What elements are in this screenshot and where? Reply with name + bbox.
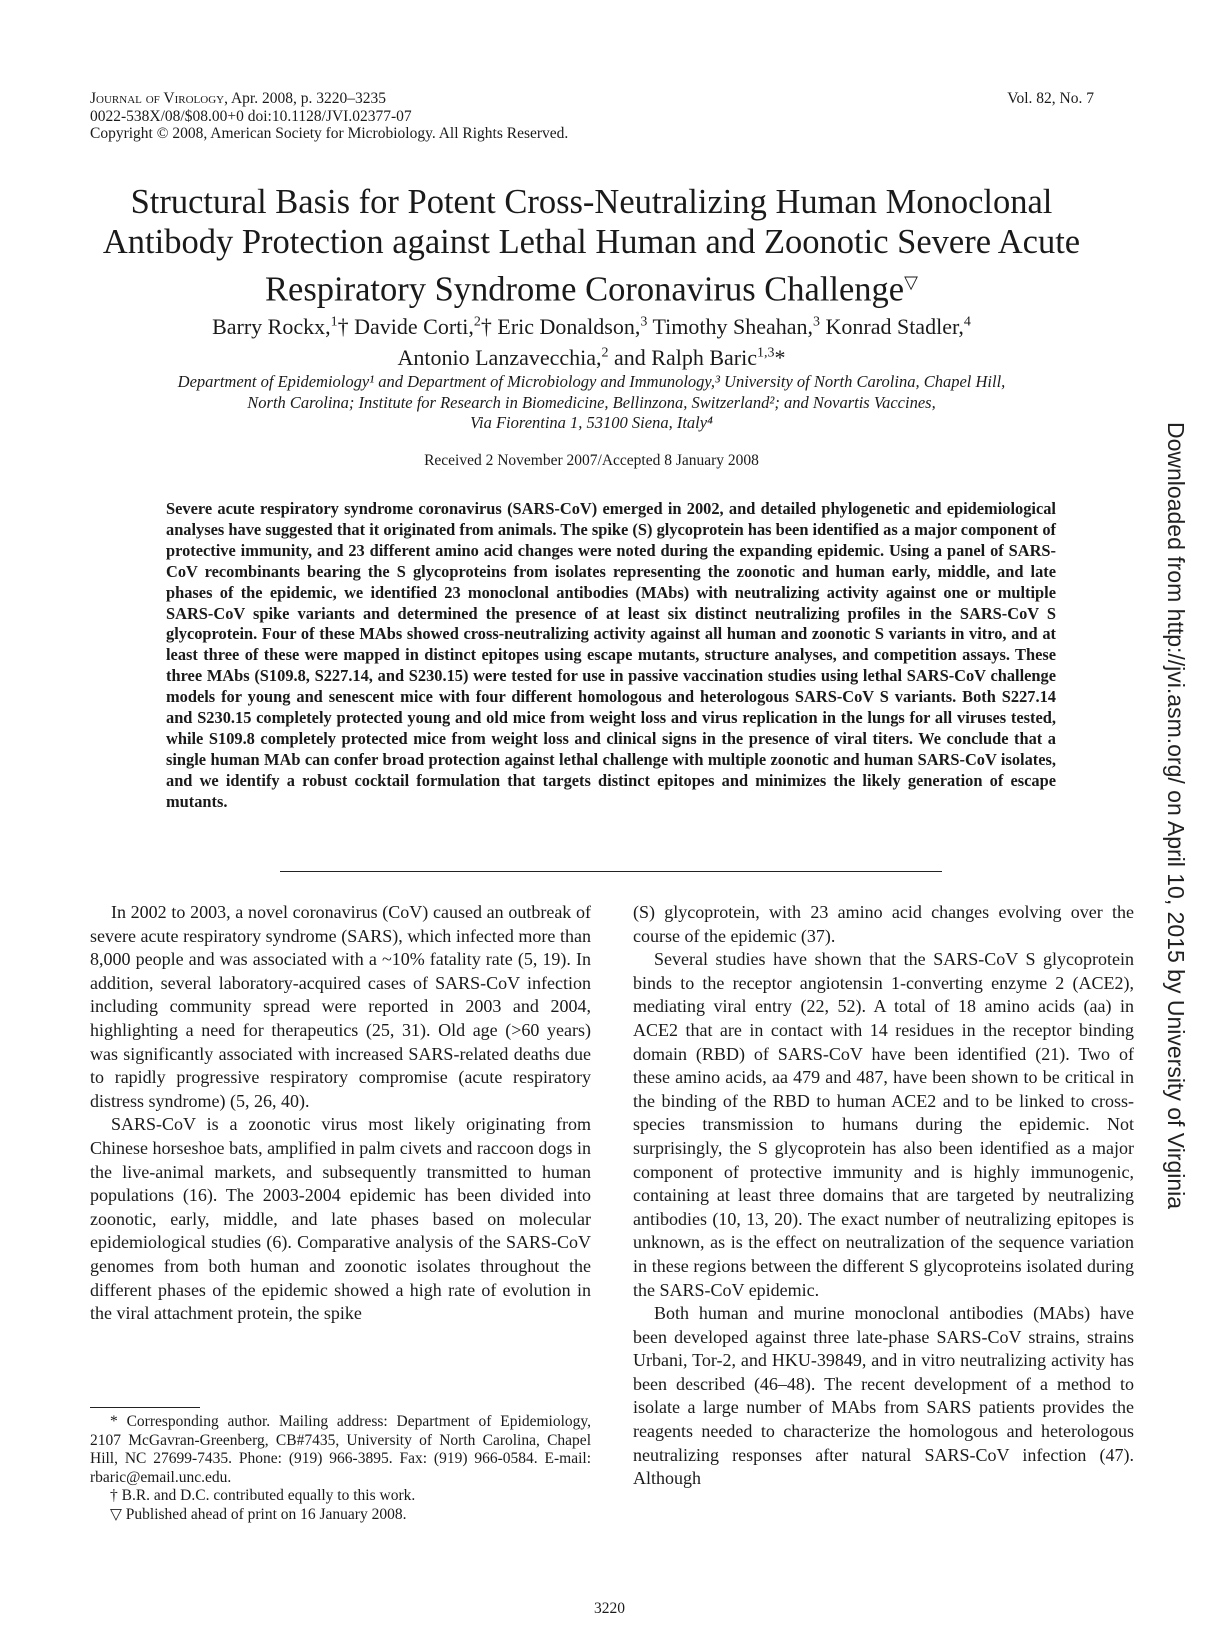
author: Davide Corti,$^2$† [354, 314, 498, 340]
issue-info: , Apr. 2008, p. 3220–3235 [224, 90, 386, 107]
journal-citation-line [90, 90, 568, 108]
author-list [90, 310, 1093, 371]
body-paragraph: Both human and murine monoclonal antibodies (MAbs) have been developed against three late-phase SARS-CoV strains, strains Urbani, Tor-2, and HKU-39849, and in vitro neutralizing activity has been described (46–48). The recent development of a method to isolate a large number of MAbs from SARS patients provides the reagents needed to characterize the homologous and heterologous neutralizing responses after natural SARS-CoV infection (47). Although [633, 1303, 1134, 1489]
affiliation-line: Via Fiorentina 1, 53100 Siena, Italy⁴ [470, 413, 713, 432]
body-paragraph: (S) glycoprotein, with 23 amino acid changes evolving over the course of the epidemic (37). [633, 902, 1134, 946]
affiliation-line: Department of Epidemiology¹ and Department of Microbiology and Immunology,³ University of North Carolina, Chapel Hill, [177, 372, 1006, 391]
author: Antonio Lanzavecchia,$^2$ [397, 344, 609, 370]
journal-header [90, 90, 568, 143]
issn-doi: 0022-538X/08/$08.00+0 doi:10.1128/JVI.02377-07 [90, 107, 412, 125]
body-column-left [90, 901, 591, 1326]
journal-name: Journal of Virology [90, 90, 225, 107]
article-title-text: Structural Basis for Potent Cross-Neutralizing Human Monoclonal Antibody Protection against Lethal Human and Zoonotic Severe Acute Respiratory Syndrome Coronavirus Challenge [102, 183, 1081, 309]
volume-info: Vol. 82, No. 7 [1007, 90, 1094, 107]
author: Eric Donaldson,$^3$ [497, 314, 648, 340]
body-paragraph: SARS-CoV is a zoonotic virus most likely originating from Chinese horseshoe bats, amplified in palm civets and raccoon dogs in the live-animal markets, and subsequently transmitted to human populations (16). The 2003-2004 epidemic has been divided into zoonotic, early, middle, and late phases based on molecular epidemiological studies (6). Comparative analysis of the SARS-CoV genomes from both human and zoonotic isolates throughout the different phases of the epidemic showed a high rate of evolution in the viral attachment protein, the spike [90, 1114, 591, 1324]
footnote-equal-contribution: † B.R. and D.C. contributed equally to this work. [110, 1487, 416, 1505]
body-paragraph: In 2002 to 2003, a novel coronavirus (CoV) caused an outbreak of severe acute respiratory syndrome (SARS), which infected more than 8,000 people and was associated with a ~10% fatality rate (5, 19). In addition, several laboratory-acquired cases of SARS-CoV infection including community spread were reported in 2003 and 2004, highlighting a need for therapeutics (25, 31). Old age (>60 years) was significantly associated with increased SARS-related deaths due to rapidly progressive respiratory compromise (acute respiratory distress syndrome) (5, 26, 40). [90, 902, 591, 1111]
abstract: Severe acute respiratory syndrome coronavirus (SARS-CoV) emerged in 2002, and detailed phylogenetic and epidemiological analyses have suggested that it originated from animals. The spike (S) glycoprotein has been identified as a major component of protective immunity, and 23 different amino acid changes were noted during the expanding epidemic. Using a panel of SARS-CoV recombinants bearing the S glycoproteins from isolates representing the zoonotic and human early, middle, and late phases of the epidemic, we identified 23 monoclonal antibodies (MAbs) with neutralizing activity against one or multiple SARS-CoV spike variants and determined the presence of at least six distinct neutralizing profiles in the SARS-CoV S glycoprotein. Four of these MAbs showed cross-neutralizing activity against all human and zoonotic S variants in vitro, and at least three of these were mapped in distinct epitopes using escape mutants, structure analyses, and competition assays. These three MAbs (S109.8, S227.14, and S230.15) were tested for use in passive vaccination studies using lethal SARS-CoV challenge models for young and senescent mice with four different homologous and heterologous SARS-CoV S variants. Both S227.14 and S230.15 completely protected young and old mice from weight loss and virus replication in the lungs for all viruses tested, while S109.8 completely protected mice from weight loss and clinical signs in the presence of viral titers. We conclude that a single human MAb can confer broad protection against lethal challenge with multiple zoonotic and human SARS-CoV isolates, and we identify a robust cocktail formulation that targets distinct epitopes and minimizes the likely generation of escape mutants. [166, 499, 1056, 811]
page-number: 3220 [594, 1600, 625, 1617]
body-paragraph: Several studies have shown that the SARS-CoV S glycoprotein binds to the receptor angiotensin 1-converting enzyme 2 (ACE2), mediating viral entry (22, 52). A total of 18 amino acids (aa) in ACE2 that are in contact with 14 residues in the receptor binding domain (RBD) of SARS-CoV have been identified (21). Two of these amino acids, aa 479 and 487, have been shown to be critical in the binding of the RBD to human ACE2 and to be linked to cross-species transmission to humans during the epidemic. Not surprisingly, the S glycoprotein has also been identified as a major component of protective immunity and is highly immunogenic, containing at least three domains that are targeted by neutralizing antibodies (10, 13, 20). The exact number of neutralizing epitopes is unknown, as is the effect on neutralization of the sequence variation in these regions between the different S glycoproteins isolated during the SARS-CoV epidemic. [633, 949, 1134, 1300]
author: Barry Rockx,$^1$† [212, 314, 355, 340]
author: and Ralph Baric$^{1,3}$* [614, 344, 786, 370]
affiliation-line: North Carolina; Institute for Research in Biomedicine, Bellinzona, Switzerland²; and Novartis Vaccines, [247, 392, 936, 412]
footnote-published-ahead: ▽ Published ahead of print on 16 January 2008. [110, 1505, 407, 1523]
footnotes [90, 1413, 591, 1525]
title-footnote-mark: ▽ [904, 272, 918, 292]
author: Timothy Sheahan,$^3$ [652, 314, 820, 340]
received-dates: Received 2 November 2007/Accepted 8 January 2008 [424, 452, 759, 469]
abstract-divider [280, 871, 942, 872]
article-title [90, 182, 1093, 310]
copyright: Copyright © 2008, American Society for Microbiology. All Rights Reserved. [90, 125, 569, 142]
footnote-corresponding: * Corresponding author. Mailing address: Department of Epidemiology, 2107 McGavran-Greenberg, CB#7435, University of North Carolina, Chapel Hill, NC 27699-7435. Phone: (919) 966-3895. Fax: (919) 966-0584. E-mail: rbaric@email.unc.edu. [90, 1413, 591, 1486]
affiliations [90, 372, 1093, 434]
author: Konrad Stadler,$^4$ [825, 314, 971, 340]
footnote-divider [90, 1407, 200, 1408]
body-column-right [633, 901, 1134, 1491]
download-watermark: Downloaded from http://jvi.asm.org/ on April 10, 2015 by University of Virginia [1163, 422, 1189, 1210]
